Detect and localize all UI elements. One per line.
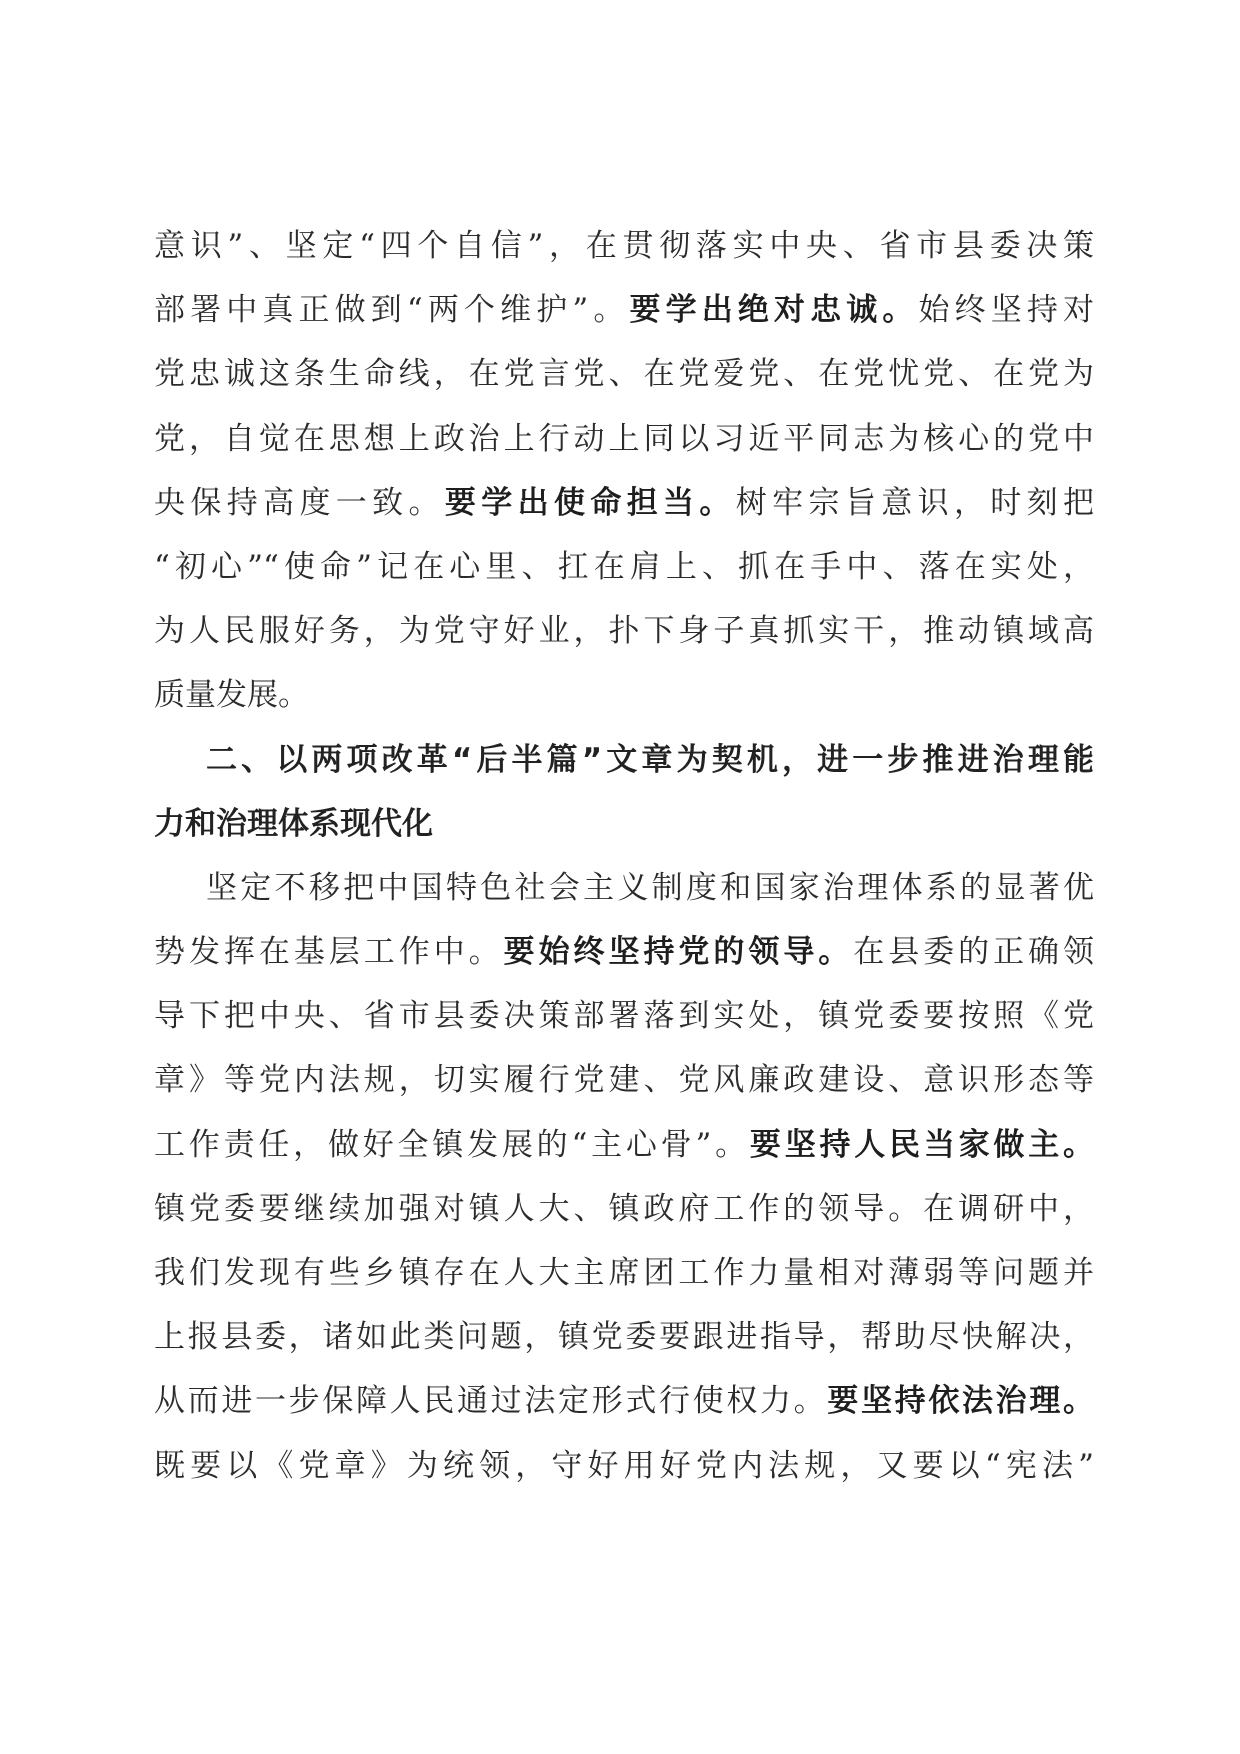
- section-heading-two: [154, 728, 1094, 856]
- bold-point-loyalty: 要学出绝对忠诚。: [629, 292, 919, 329]
- heading-line: 二、以两项改革“后半篇”文章为契机，进一步推进治理能: [206, 741, 1094, 778]
- text-line: 工作责任，做好全镇发展的“主心骨”。要坚持人民当家做主。: [154, 1126, 1095, 1163]
- text-line: 党忠诚这条生命线，在党言党、在党爱党、在党忧党、在党为: [154, 356, 1094, 393]
- text-line: 为人民服好务，为党守好业，扑下身子真抓实干，推动镇域高: [154, 613, 1094, 650]
- text-line: 从而进一步保障人民通过法定形式行使权力。要坚持依法治理。: [154, 1383, 1095, 1420]
- text-line: 意识”、坚定“四个自信”，在贯彻落实中央、省市县委决策: [154, 228, 1094, 264]
- text-line: 势发挥在基层工作中。要始终坚持党的领导。在县委的正确领: [154, 934, 1095, 971]
- text-line: 章》等党内法规，切实履行党建、党风廉政建设、意识形态等: [154, 1062, 1094, 1099]
- text-line: 央保持高度一致。要学出使命担当。树牢宗旨意识，时刻把: [154, 484, 1095, 521]
- text-line: “初心”“使命”记在心里、扛在肩上、抓在手中、落在实处，: [154, 548, 1094, 585]
- heading-line: 力和治理体系现代化: [154, 805, 433, 842]
- paragraph-loyalty-mission: [154, 214, 1094, 728]
- text-line: 上报县委，诸如此类问题，镇党委要跟进指导，帮助尽快解决，: [154, 1319, 1094, 1356]
- text-line: 党，自觉在思想上政治上行动上同以习近平同志为核心的党中: [154, 420, 1094, 457]
- text-line: 质量发展。: [154, 677, 309, 714]
- text-line: 我们发现有些乡镇存在人大主席团工作力量相对薄弱等问题并: [154, 1255, 1094, 1291]
- text-line: 导下把中央、省市县委决策部署落到实处，镇党委要按照《党: [154, 998, 1094, 1035]
- bold-point-people-masters: 要坚持人民当家做主。: [749, 1126, 1095, 1163]
- bold-point-party-leadership: 要始终坚持党的领导。: [503, 934, 854, 971]
- text-line: 既要以《党章》为统领，守好用好党内法规，又要以“宪法”: [154, 1447, 1094, 1484]
- bold-point-mission: 要学出使命担当。: [444, 484, 736, 521]
- text-line: 镇党委要继续加强对镇人大、镇政府工作的领导。在调研中，: [154, 1190, 1094, 1227]
- text-line: 坚定不移把中国特色社会主义制度和国家治理体系的显著优: [206, 869, 1094, 906]
- bold-point-rule-of-law: 要坚持依法治理。: [827, 1383, 1095, 1420]
- text-line: 部署中真正做到“两个维护”。要学出绝对忠诚。始终坚持对: [154, 292, 1095, 329]
- document-body: [154, 214, 1094, 1498]
- paragraph-governance: [154, 856, 1094, 1498]
